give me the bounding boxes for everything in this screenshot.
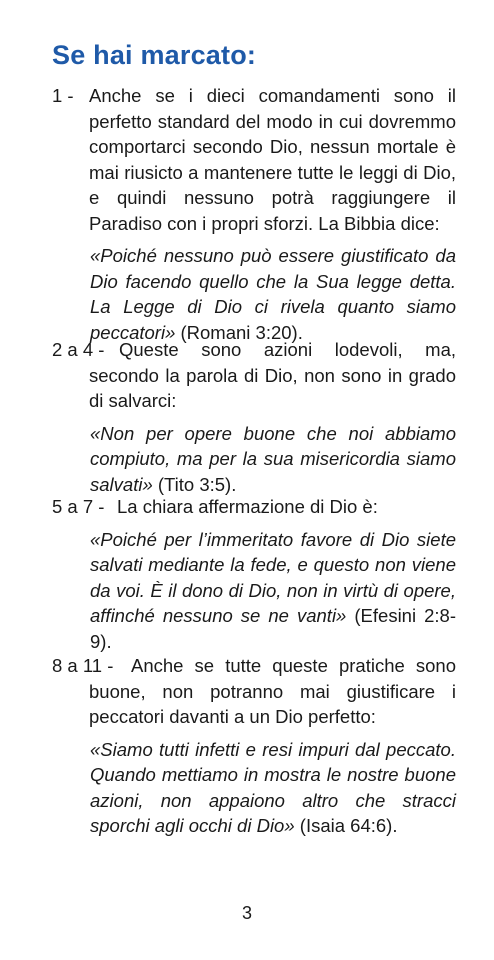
quote-text: «Non per opere buone che noi abbiamo compiuto, ma per la sua misericordia siamo salvati» bbox=[90, 422, 456, 495]
quote-text: «Siamo tutti infetti e resi impuri dal peccato. Quando mettiamo in mostra le nostre buone azioni, non appaiono altro che stracci sporchi agli occhi di Dio» bbox=[90, 738, 456, 836]
list-item-3 bbox=[52, 494, 456, 654]
quote-text: «Poiché per l’immeritato favore di Dio siete salvati mediante la fede, e questo non viene da voi. È il dono di Dio, non in virtù di opere, affinché nessuno se ne vanti» bbox=[90, 528, 456, 626]
quote-reference: (Tito 3:5). bbox=[152, 473, 237, 495]
item-number: 5 a 7 - bbox=[52, 496, 105, 517]
bible-quote bbox=[52, 527, 456, 655]
page-number: 3 bbox=[241, 903, 252, 923]
item-text: Queste sono azioni lodevoli, ma, secondo la parola di Dio, non sono in grado di salvarci: bbox=[89, 339, 456, 411]
section-heading: Se hai marcato: bbox=[52, 40, 257, 70]
item-number: 8 a 11 - bbox=[52, 655, 114, 676]
quote-reference: (Isaia 64:6). bbox=[294, 815, 398, 836]
bible-quote bbox=[52, 243, 456, 345]
list-item-2 bbox=[52, 337, 456, 497]
item-text: Anche se i dieci comandamenti sono il perfetto standard del modo in cui dovremmo comportarci secondo Dio, nessun mortale è mai riusicto a mantenere tutte le leggi di Dio, e quindi nessuno potrà raggiungere il Paradiso con i propri sforzi. La Bibbia dice: bbox=[89, 85, 456, 234]
item-number: 1 - bbox=[52, 85, 74, 106]
bible-quote bbox=[52, 421, 456, 498]
quote-reference: (Efesini 2:8-9). bbox=[90, 605, 456, 652]
item-number: 2 a 4 - bbox=[52, 339, 105, 360]
bible-quote bbox=[52, 737, 456, 839]
quote-text: «Poiché nessuno può essere giustificato da Dio facendo quello che la Sua legge detta. La Legge di Dio ci rivela quanto siamo peccatori» bbox=[90, 245, 456, 343]
list-item-1 bbox=[52, 83, 456, 345]
quote-reference: (Romani 3:20). bbox=[175, 321, 303, 343]
item-text: La chiara affermazione di Dio è: bbox=[117, 496, 378, 517]
list-item-4 bbox=[52, 653, 456, 839]
item-text: Anche se tutte queste pratiche sono buone, non potranno mai giustificare i peccatori davanti a un Dio perfetto: bbox=[89, 655, 456, 727]
